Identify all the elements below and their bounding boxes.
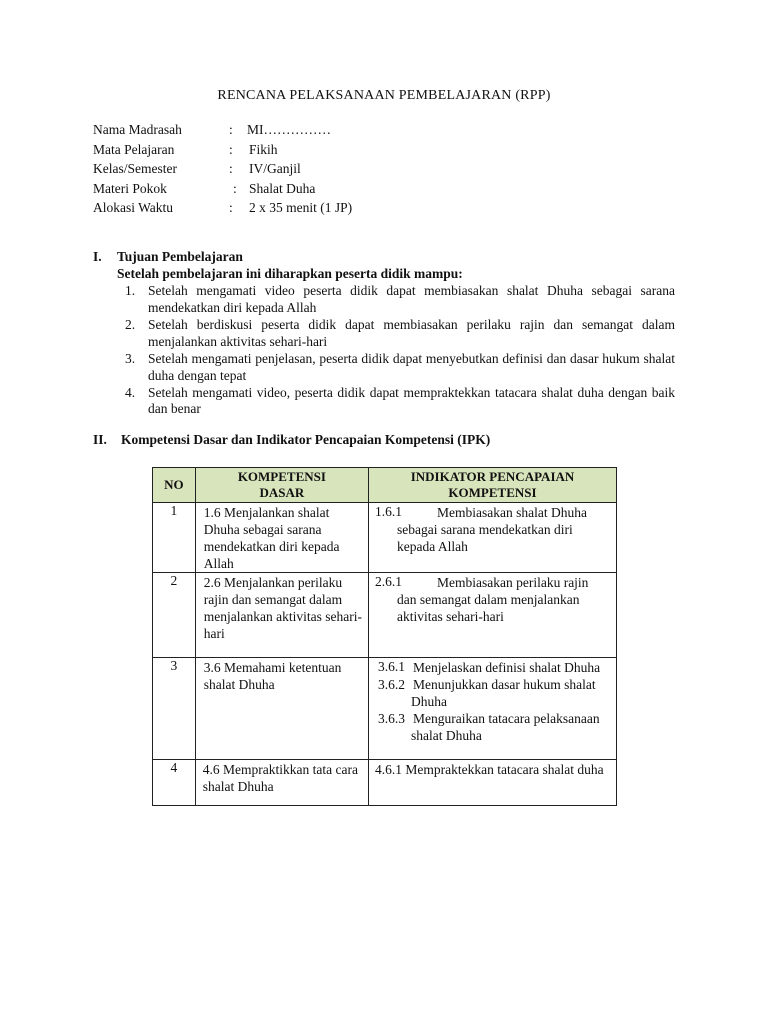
list-item	[117, 283, 675, 317]
list-item-number: 1.	[125, 283, 136, 298]
info-value: Shalat Duha	[249, 180, 316, 196]
info-row-class	[93, 159, 593, 179]
indicator-cell	[368, 760, 616, 806]
list-item-text: Setelah mengamati video, peserta didik dapat mempraktekkan tatacara shalat duha dengan baik dan benar	[148, 384, 675, 417]
header-no: NO	[153, 468, 196, 503]
info-value: IV/Ganjil	[249, 161, 301, 176]
header-line: KOMPETENSI	[237, 468, 326, 484]
info-colon: :	[233, 180, 237, 196]
section-title: Tujuan Pembelajaran	[117, 249, 243, 264]
indicator-number: 1.6.1	[374, 504, 402, 519]
objectives-list	[117, 283, 675, 419]
indicator-text: Menguraikan tatacara pelaksanaan shalat Dhuha	[410, 711, 600, 743]
row-number: 3	[153, 658, 196, 760]
indicator-cell	[368, 658, 616, 760]
info-row-madrasah	[93, 120, 593, 140]
indicator-text: Menunjukkan dasar hukum shalat Dhuha	[410, 677, 596, 709]
indicator-number: 3.6.1	[377, 659, 405, 674]
indicator-number: 2.6.1	[374, 574, 402, 589]
basic-competence-cell	[195, 760, 368, 806]
info-value: MI……………	[247, 122, 331, 137]
info-colon: :	[229, 200, 233, 215]
list-item-number: 4.	[125, 384, 136, 400]
info-label: Materi Pokok	[93, 180, 167, 196]
list-item-number: 2.	[125, 316, 136, 332]
basic-competence-cell	[195, 573, 368, 658]
row-number: 4	[153, 760, 196, 806]
table-row	[153, 573, 617, 658]
indicator-number: 3.6.2	[377, 677, 405, 692]
indicator-item	[369, 760, 616, 778]
competence-table	[152, 467, 617, 806]
list-item	[117, 317, 675, 351]
indicator-item	[369, 710, 616, 744]
list-item-text: Setelah mengamati penjelasan, peserta didik dapat menyebutkan definisi dan dasar hukum shalat duha dengan tepat	[148, 350, 675, 383]
info-colon: :	[229, 122, 233, 137]
info-row-time	[93, 198, 593, 218]
header-line: DASAR	[259, 485, 305, 500]
info-label: Alokasi Waktu	[93, 200, 174, 215]
row-number: 2	[153, 573, 196, 658]
header-line: INDIKATOR PENCAPAIAN	[410, 468, 575, 484]
basic-competence-cell	[195, 503, 368, 573]
indicator-cell	[368, 573, 616, 658]
basic-competence-text: 2.6 Menjalankan perilaku rajin dan semangat dalam menjalankan aktivitas sehari-hari	[203, 575, 362, 641]
list-item	[117, 351, 675, 385]
indicator-cell	[368, 503, 616, 573]
header-basic-competence	[195, 468, 368, 503]
indicator-number: 3.6.3	[377, 711, 405, 726]
section-number: I.	[93, 249, 102, 264]
info-value: 2 x 35 menit (1 JP)	[249, 200, 353, 215]
info-colon: :	[229, 161, 233, 176]
table-row	[153, 658, 617, 760]
header-indicator	[368, 468, 616, 503]
info-label: Kelas/Semester	[93, 161, 177, 176]
basic-competence-cell	[195, 658, 368, 760]
info-colon: :	[229, 141, 233, 157]
list-item-text: Setelah berdiskusi peserta didik dapat membiasakan perilaku rajin dan semangat dalam menjalankan aktivitas sehari-hari	[148, 316, 675, 349]
section-title: Kompetensi Dasar dan Indikator Pencapaian Kompetensi (IPK)	[121, 432, 491, 447]
info-value: Fikih	[249, 141, 278, 157]
indicator-item	[369, 573, 616, 625]
info-row-subject	[93, 140, 593, 160]
indicator-text: Menjelaskan definisi shalat Dhuha	[412, 660, 601, 675]
table-header-row	[153, 468, 617, 503]
basic-competence-text: 4.6 Mempraktikkan tata cara shalat Dhuha	[202, 762, 358, 794]
info-row-topic	[93, 179, 593, 199]
table-row	[153, 503, 617, 573]
info-label: Mata Pelajaran	[93, 141, 175, 157]
indicator-text: Membiasakan shalat Dhuha sebagai sarana mendekatkan diri kepada Allah	[396, 505, 587, 554]
table-row	[153, 760, 617, 806]
indicator-number: 4.6.1	[374, 762, 402, 777]
indicator-item	[369, 658, 616, 676]
indicator-text: Mempraktekkan tatacara shalat duha	[405, 762, 604, 777]
section-heading-competence	[93, 432, 490, 448]
indicator-item	[369, 503, 616, 555]
list-item	[117, 385, 675, 419]
document-title: RENCANA PELAKSANAAN PEMBELAJARAN (RPP)	[217, 88, 551, 103]
indicator-item	[369, 676, 616, 710]
section-number: II.	[93, 432, 107, 447]
info-label: Nama Madrasah	[93, 122, 182, 137]
section-heading-objectives	[93, 249, 243, 265]
basic-competence-text: 3.6 Memahami ketentuan shalat Dhuha	[203, 660, 342, 692]
row-number: 1	[153, 503, 196, 573]
list-item-number: 3.	[125, 350, 136, 366]
objectives-intro: Setelah pembelajaran ini diharapkan peserta didik mampu:	[117, 266, 463, 281]
basic-competence-text: 1.6 Menjalankan shalat Dhuha sebagai sarana mendekatkan diri kepada Allah	[203, 505, 340, 571]
list-item-text: Setelah mengamati video peserta didik dapat membiasakan shalat Dhuha sebagai sarana mendekatkan diri kepada Allah	[148, 283, 675, 315]
identity-block	[93, 120, 593, 218]
indicator-text: Membiasakan perilaku rajin dan semangat dalam menjalankan aktivitas sehari-hari	[396, 575, 589, 624]
header-line: KOMPETENSI	[448, 485, 537, 500]
